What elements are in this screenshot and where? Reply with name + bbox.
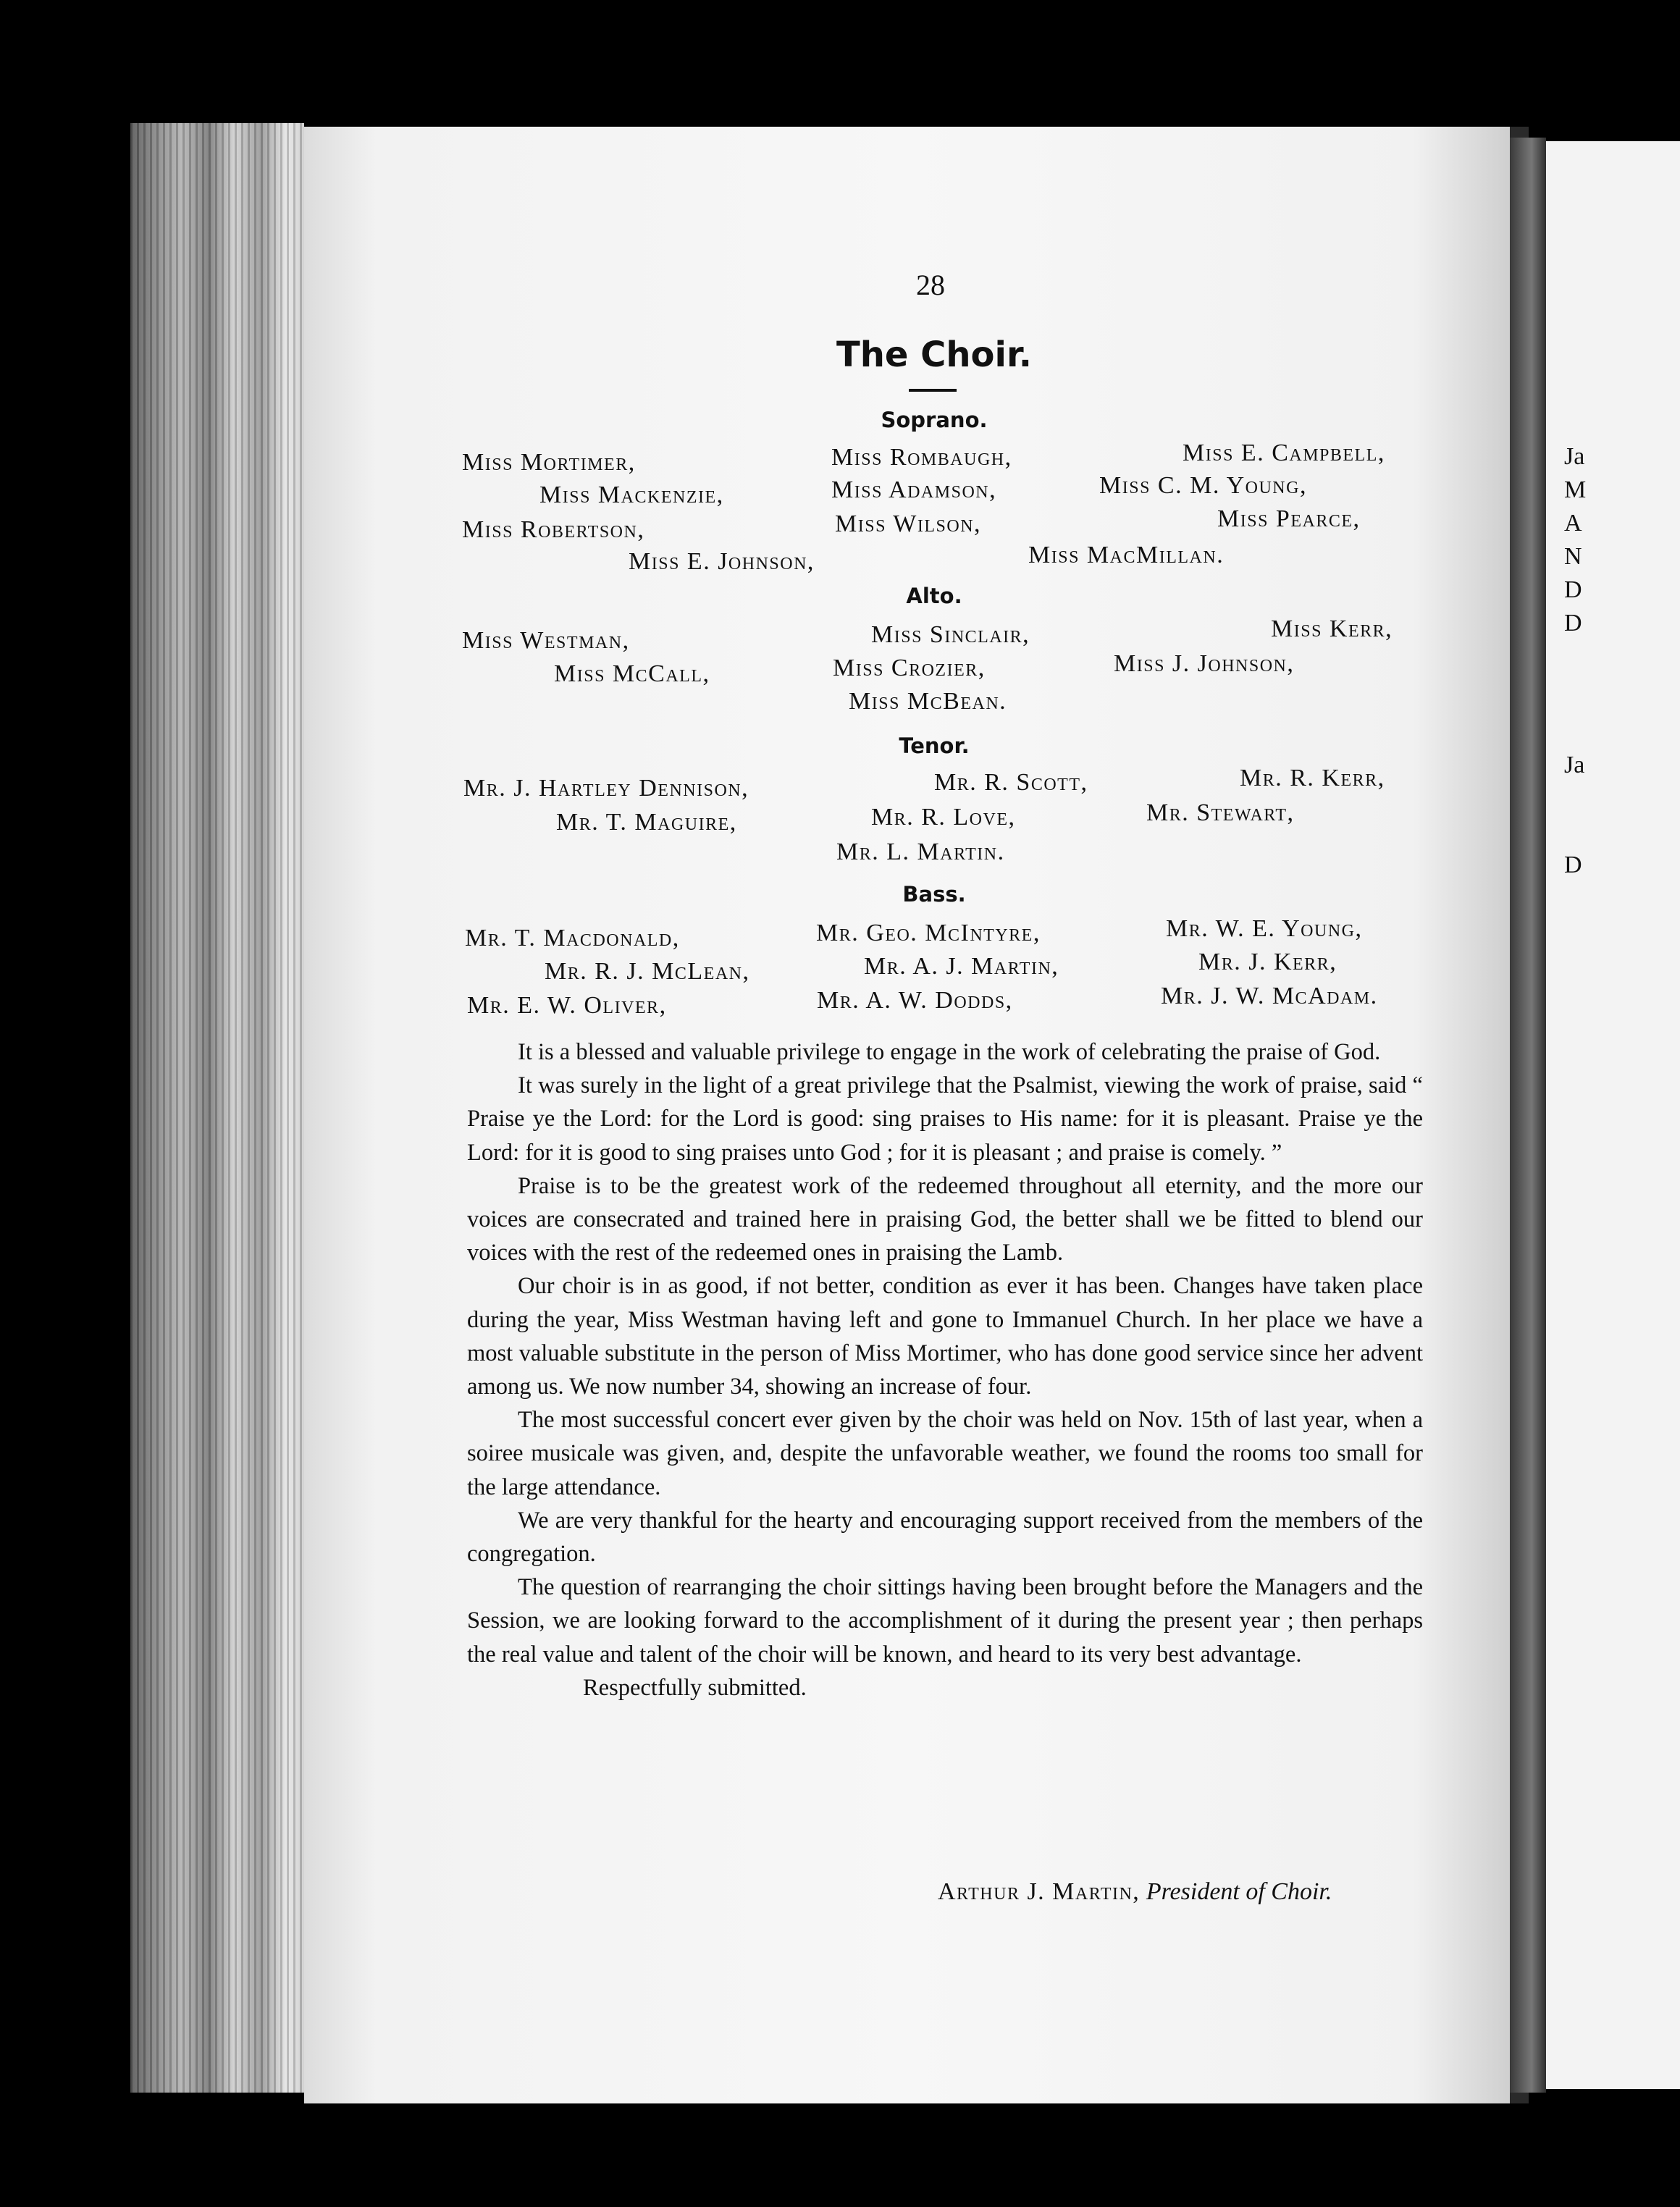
paragraph: The most successful concert ever given by the choir was held on Nov. 15th of last year, when a soiree musicale was given, and, despite the unfavorable weather, we found the rooms too small for the large attendance.	[467, 1407, 1423, 1500]
facing-page-letter: Ja	[1564, 443, 1585, 470]
paragraph: We are very thankful for the hearty and encouraging support received from the members of the congregation.	[467, 1507, 1423, 1568]
facing-page-letter: M	[1564, 476, 1587, 503]
choir-member: Miss Mortimer,	[462, 449, 636, 476]
choir-member: Miss Crozier,	[833, 655, 986, 681]
choir-member: Mr. R. Love,	[871, 804, 1016, 831]
section-heading-tenor: Tenor.	[899, 733, 970, 758]
choir-member: Miss McCall,	[554, 660, 710, 687]
signature-name: Arthur J. Martin,	[938, 1878, 1141, 1905]
paragraph: The question of rearranging the choir sittings having been brought before the Managers and the Session, we are looking forward to the accomplishment of it during the present year ; then perhaps the real value and talent of the choir will be known, and heard to its very best advantage.	[467, 1574, 1423, 1668]
closing-line: Respectfully submitted.	[583, 1674, 807, 1701]
choir-member: Miss Rombaugh,	[831, 444, 1012, 471]
choir-member: Miss Adamson,	[831, 476, 997, 503]
choir-member: Mr. R. Kerr,	[1240, 765, 1385, 791]
choir-member: Miss Westman,	[462, 627, 630, 654]
choir-member: Mr. A. W. Dodds,	[817, 987, 1013, 1014]
section-heading-soprano: Soprano.	[881, 408, 988, 432]
page-number: 28	[916, 269, 945, 301]
choir-member: Miss J. Johnson,	[1114, 650, 1295, 677]
choir-member: Miss Kerr,	[1271, 615, 1393, 642]
choir-member: Miss Sinclair,	[871, 621, 1030, 648]
section-heading-alto: Alto.	[906, 584, 962, 608]
choir-member: Mr. J. Kerr,	[1198, 949, 1337, 975]
choir-member: Mr. R. J. McLean,	[545, 958, 750, 985]
facing-page-letter: A	[1564, 510, 1582, 537]
paragraph: Our choir is in as good, if not better, condition as ever it has been. Changes have taken place during the year, Miss Westman having left and gone to Immanuel Church. In her place we have a most valuable substitute in the person of Miss Mortimer, who has done good service since her advent among us. We now number 34, showing an increase of four.	[467, 1273, 1423, 1400]
choir-member: Mr. Stewart,	[1146, 799, 1295, 826]
choir-member: Miss Pearce,	[1217, 505, 1361, 532]
choir-member: Mr. W. E. Young,	[1166, 915, 1363, 942]
choir-member: Miss E. Campbell,	[1183, 440, 1385, 466]
report-body	[467, 1035, 1423, 1704]
choir-member: Mr. E. W. Oliver,	[467, 992, 667, 1019]
choir-member: Miss McBean.	[849, 688, 1007, 715]
choir-member: Miss E. Johnson,	[629, 548, 815, 575]
signature	[938, 1878, 1332, 1906]
choir-member: Miss Wilson,	[835, 510, 982, 537]
paragraph: It is a blessed and valuable privilege to engage in the work of celebrating the praise of God.	[518, 1039, 1381, 1065]
paragraph: Praise is to be the greatest work of the redeemed throughout all eternity, and the more our voices are consecrated and trained here in praising God, the better shall we be fitted to blend our voices with the rest of the redeemed ones in praising the Lamb.	[467, 1172, 1423, 1266]
facing-page-letter: Ja	[1564, 752, 1585, 778]
facing-page-letter: N	[1564, 543, 1582, 570]
choir-member: Mr. J. Hartley Dennison,	[463, 775, 749, 802]
section-heading-bass: Bass.	[902, 882, 966, 907]
facing-page-letter: D	[1564, 576, 1582, 603]
signature-role: President of Choir.	[1146, 1878, 1332, 1905]
page-title: The Choir.	[836, 335, 1033, 375]
choir-member: Mr. A. J. Martin,	[864, 953, 1059, 980]
choir-member: Mr. Geo. McIntyre,	[816, 920, 1041, 946]
facing-page	[1546, 141, 1680, 2089]
choir-member: Mr. J. W. McAdam.	[1161, 983, 1378, 1009]
title-rule	[909, 389, 957, 392]
choir-member: Miss Mackenzie,	[539, 482, 724, 508]
choir-member: Miss Robertson,	[462, 516, 645, 543]
paragraph: It was surely in the light of a great privilege that the Psalmist, viewing the work of praise, said “ Praise ye the Lord: for the Lord is good: sing praises to His name: for it is pleasant. Praise ye the Lord: for it is good to sing praises unto God ; for it is pleasant ; and praise is comely. ”	[467, 1072, 1423, 1166]
choir-member: Miss MacMillan.	[1028, 542, 1225, 568]
choir-member: Mr. L. Martin.	[836, 838, 1005, 865]
choir-member: Mr. T. Macdonald,	[465, 925, 680, 951]
facing-page-letter: D	[1564, 852, 1582, 878]
facing-page-letter: D	[1564, 610, 1582, 636]
choir-member: Mr. R. Scott,	[934, 769, 1088, 796]
choir-member: Mr. T. Maguire,	[556, 809, 737, 836]
choir-member: Miss C. M. Young,	[1099, 472, 1307, 499]
